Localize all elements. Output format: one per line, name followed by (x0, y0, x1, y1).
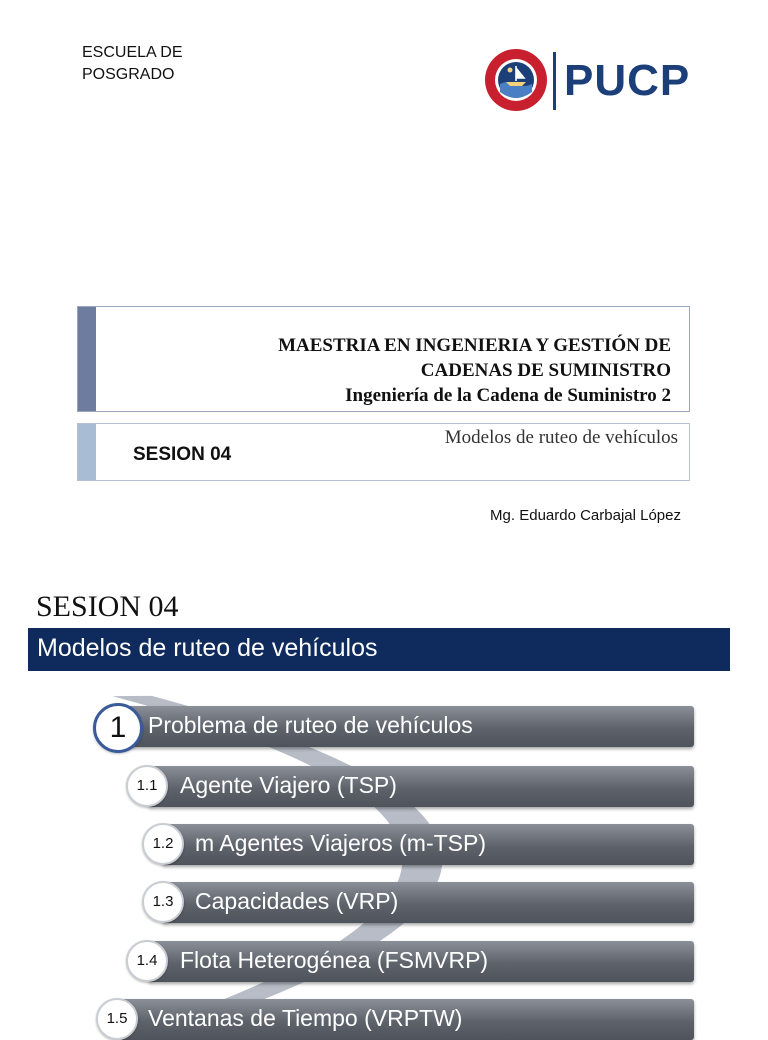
outline-number-badge: 1.4 (126, 940, 168, 982)
logo-divider (553, 52, 556, 110)
title-accent-bar (78, 307, 96, 411)
outline-item-1 (120, 706, 694, 747)
program-title-box (77, 306, 690, 412)
outline-item-label: Capacidades (VRP) (195, 888, 399, 914)
course-title: Ingeniería de la Cadena de Suministro 2 (345, 385, 671, 406)
outline-item-1-3 (162, 882, 694, 923)
session-topic: Modelos de ruteo de vehículos (444, 427, 678, 448)
outline-item-1-4 (148, 941, 694, 982)
pucp-logo (484, 48, 704, 114)
program-title-line-2: CADENAS DE SUMINISTRO (420, 360, 671, 381)
outline-item-1-2 (162, 824, 694, 865)
outline-number-badge: 1.5 (96, 998, 138, 1040)
outline-item-label: Ventanas de Tiempo (VRPTW) (148, 1005, 463, 1031)
session-accent-bar (78, 424, 96, 480)
school-name (82, 42, 182, 86)
outline-item-1-5 (120, 999, 694, 1040)
outline-number-badge: 1.1 (126, 765, 168, 807)
session-label: SESION 04 (133, 444, 232, 465)
outline-item-label: m Agentes Viajeros (m-TSP) (195, 830, 487, 856)
slide2-header-text: Modelos de ruteo de vehículos (37, 634, 378, 662)
slide2-title: SESION 04 (36, 590, 179, 623)
pucp-seal-icon (484, 48, 548, 112)
outline-item-1-1 (148, 766, 694, 807)
outline-number-badge: 1.2 (142, 823, 184, 865)
school-line-2: POSGRADO (82, 66, 175, 83)
outline-item-label: Agente Viajero (TSP) (180, 772, 397, 798)
slide2-header-band (28, 628, 730, 671)
session-box (77, 423, 690, 481)
outline-item-label: Problema de ruteo de vehículos (148, 712, 473, 738)
outline-number-badge: 1.3 (142, 881, 184, 923)
program-title-line-1: MAESTRIA EN INGENIERIA Y GESTIÓN DE (278, 335, 671, 356)
outline-item-label: Flota Heterogénea (FSMVRP) (180, 947, 489, 973)
author-name: Mg. Eduardo Carbajal López (490, 507, 681, 524)
outline-number-badge: 1 (93, 703, 143, 753)
school-line-1: ESCUELA DE (82, 44, 183, 61)
pucp-wordmark: PUCP (564, 56, 691, 105)
